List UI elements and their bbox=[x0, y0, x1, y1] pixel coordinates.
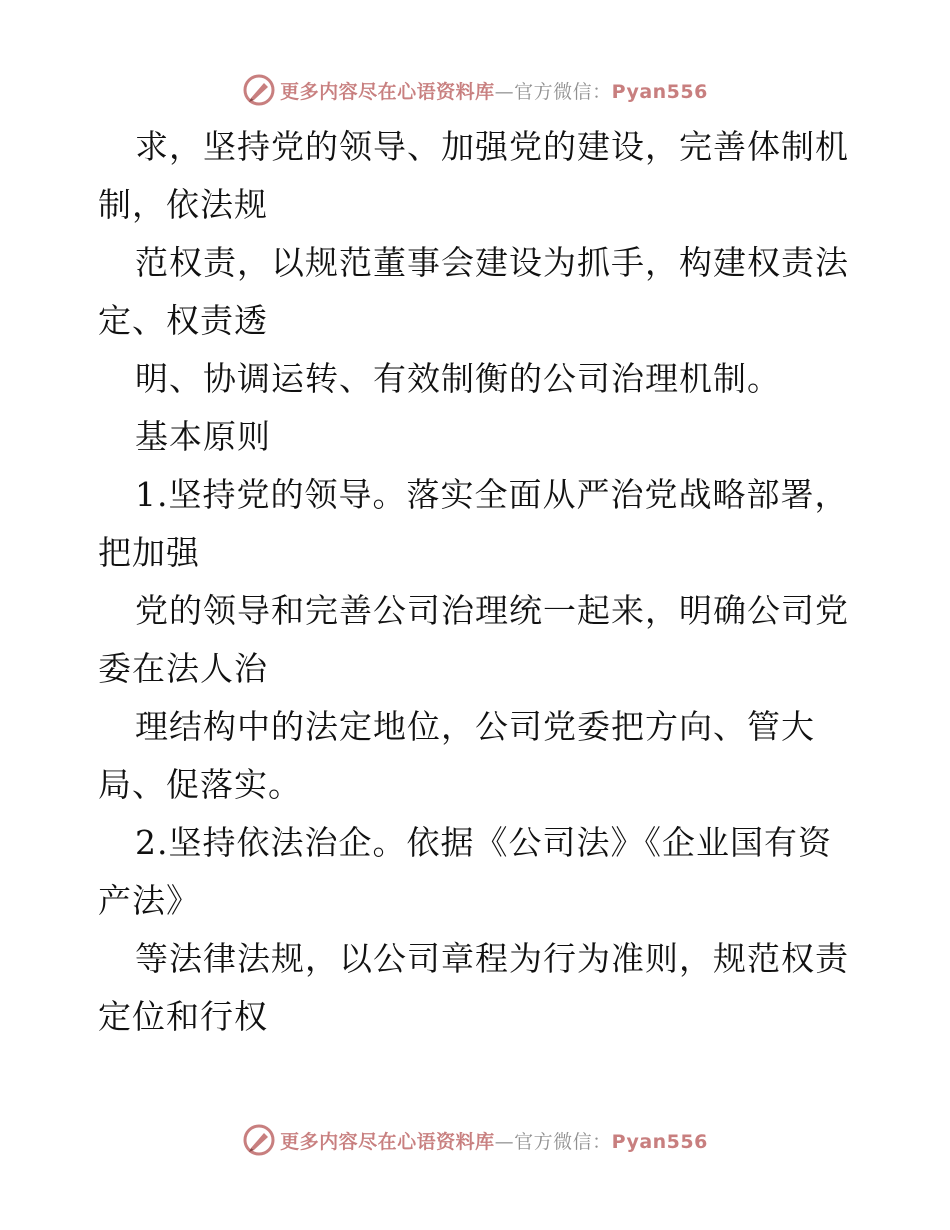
watermark-brand: 更多内容尽在心语资料库 bbox=[280, 1130, 495, 1153]
text-line: 2.坚持依法治企。依据《公司法》《企业国有资 bbox=[135, 823, 832, 862]
pen-nib-circle-icon bbox=[242, 73, 276, 107]
section-heading: 基本原则 bbox=[135, 417, 271, 456]
text-line: 定位和行权 bbox=[98, 997, 268, 1036]
watermark-separator: — bbox=[494, 1130, 515, 1153]
document-body bbox=[98, 118, 858, 1046]
text-line: 等法律法规，以公司章程为行为准则，规范权责 bbox=[135, 939, 849, 978]
text-line: 范权责，以规范董事会建设为抓手，构建权责法 bbox=[135, 243, 849, 282]
text-line: 理结构中的法定地位，公司党委把方向、管大 bbox=[135, 707, 815, 746]
header-watermark bbox=[0, 70, 950, 110]
watermark-id: Pyan556 bbox=[611, 1130, 708, 1153]
text-line: 产法》 bbox=[98, 881, 200, 920]
text-line: 制，依法规 bbox=[98, 185, 268, 224]
text-line: 委在法人治 bbox=[98, 649, 268, 688]
watermark-brand: 更多内容尽在心语资料库 bbox=[280, 80, 495, 103]
text-line: 党的领导和完善公司治理统一起来，明确公司党 bbox=[135, 591, 849, 630]
footer-watermark bbox=[0, 1120, 950, 1160]
watermark-label: 官方微信： bbox=[514, 1130, 612, 1153]
pen-nib-circle-icon bbox=[242, 1123, 276, 1157]
watermark-id: Pyan556 bbox=[611, 80, 708, 103]
text-line: 明、协调运转、有效制衡的公司治理机制。 bbox=[135, 359, 781, 398]
watermark-text bbox=[280, 77, 708, 104]
text-line: 定、权责透 bbox=[98, 301, 268, 340]
watermark-text bbox=[280, 1127, 708, 1154]
text-line: 1.坚持党的领导。落实全面从严治党战略部署， bbox=[135, 475, 849, 514]
text-line: 把加强 bbox=[98, 533, 200, 572]
text-line: 求，坚持党的领导、加强党的建设，完善体制机 bbox=[135, 127, 849, 166]
watermark-label: 官方微信： bbox=[514, 80, 612, 103]
watermark-separator: — bbox=[494, 80, 515, 103]
text-line: 局、促落实。 bbox=[98, 765, 302, 804]
